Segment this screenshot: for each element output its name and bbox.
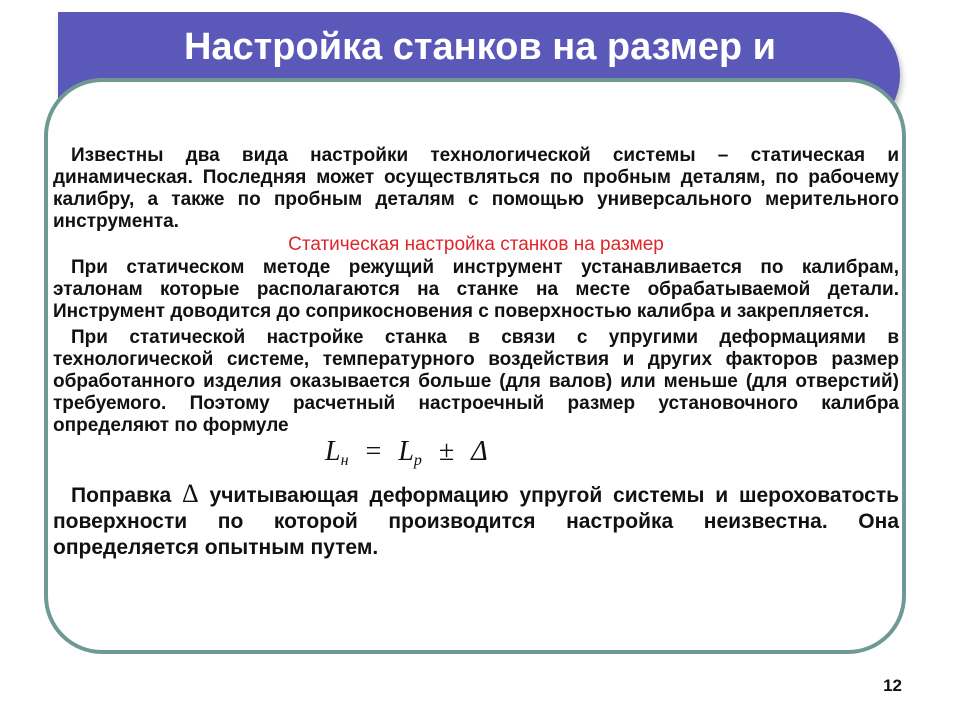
paragraph-correction <box>53 481 899 561</box>
correction-delta-symbol: Δ <box>182 479 199 508</box>
title-line-1: Настройка станков на размер и <box>183 26 777 68</box>
formula-plus-minus: ± <box>438 436 455 467</box>
formula-lhs: L <box>325 436 341 467</box>
correction-rest: учитывающая деформацию упругой системы и шероховатость поверхности по которой производится настройка неизвестна. Она определяется опытным путем. <box>53 484 900 559</box>
formula-delta: Δ <box>471 436 488 467</box>
formula-lhs-subscript: н <box>340 452 349 469</box>
correction-start: Поправка <box>71 484 183 507</box>
page-number: 12 <box>883 676 902 695</box>
paragraph-static-method: При статическом методе режущий инструмент устанавливается по калибрам, эталонам которые располагаются на станке на месте обрабатываемой детали. Инструмент доводится до соприкосновения с поверхностью калибра и закрепляется. <box>53 257 899 322</box>
formula-rhs: L <box>398 436 414 467</box>
formula-equals: = <box>365 436 382 467</box>
setup-size-formula <box>53 437 899 481</box>
section-subheading: Статическая настройка станков на размер <box>288 234 664 255</box>
slide-body <box>53 145 899 561</box>
paragraph-intro: Известны два вида настройки технологической системы – статическая и динамическая. Последняя может осуществляться по пробным деталям, по рабочему калибру, а также по пробным деталям с помощью универсального мерительного инструмента. <box>53 145 899 232</box>
formula-rhs-subscript: р <box>413 452 422 469</box>
paragraph-deformation: При статической настройке станка в связи с упругими деформациями в технологической системе, температурного воздействия и других факторов размер обработанного изделия оказывается больше (для валов) или меньше (для отверстий) требуемого. Поэтому расчетный настроечный размер установочного калибра определяют по формуле <box>53 327 899 436</box>
